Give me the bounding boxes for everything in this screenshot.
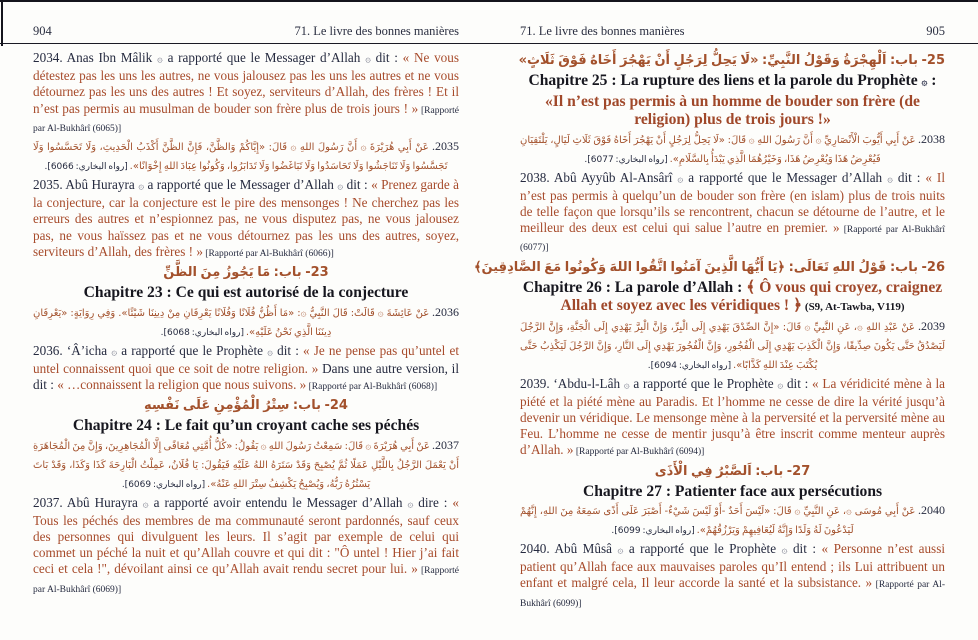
text-segment: ۞ [267,346,274,358]
chapter-24-french-heading [33,417,459,436]
text-segment: 2038. Abû Ayyûb Al-Ansârî [520,169,678,185]
text-segment: ۞ [337,181,344,193]
text-segment: ۞ [142,498,149,510]
text-segment: 2034. Anas Ibn Mâlik [33,50,157,65]
text-segment: ۞ [111,346,118,358]
text-segment: ۞ [138,181,145,193]
hadith-2040-arabic [520,501,945,541]
text-segment: 24- باب: سِتْرُ الْمُؤْمِنِ عَلَى نَفْسِهِ [144,398,348,414]
text-segment: [رواه البخاري: 6094]. [647,360,733,371]
text-segment: 2037. [429,437,460,452]
chapter-24-arabic-heading [33,395,459,417]
text-segment: ۞ [157,54,163,65]
text-segment: [رواه البخاري: 6069]. [121,479,208,490]
text-segment: ۞ [887,173,893,185]
chapter-27-french-heading [520,483,945,502]
text-segment: [رواه البخاري: 6068]. [160,327,246,338]
running-title: 71. Le livre des bonnes manières [294,24,459,38]
text-segment: 2035. [428,139,460,154]
text-segment: ۞ [677,173,684,185]
text-segment: ۞ [365,54,371,65]
text-segment: a rapporté que le Prophète [629,375,778,391]
text-segment: ﴾ Ô vous qui croyez, craignez Allah et soyez avec les véridiques ! ﴿ [560,278,943,315]
hadith-2035-arabic [33,137,459,177]
page-number: 904 [33,24,52,38]
text-segment: [Rapporté par Al-Bukhârî (6065)] [33,105,459,134]
text-segment: 26- باب: قَوْلُ اللهِ تَعَالَى: ﴿يَا أَيُّهَا الَّذِينَ آمَنُوا اتَّقُوا اللهَ وَكُونُوا مَعَ الصَّادِقِينَ﴾ [473,259,945,275]
text-segment: [Rapporté par Al-Bukhârî (6069)] [33,566,459,595]
text-segment: Chapitre 23 : Ce qui est autorisé de la conjecture [83,284,409,302]
text-segment: a rapporté que le Prophète [117,342,268,358]
page-right [473,0,978,640]
scan-top-edge [0,0,978,2]
text-segment: dit : [783,375,813,391]
hadith-2038-arabic [520,130,945,170]
text-segment: «Il n’est pas permis à un homme de bouder son frère (de religion) plus de trois jours !» [545,92,920,128]
text-segment: « Il n’est pas permis à quelqu’un de bouder son frère (en islam) plus de trois nuits de telle façon que lorsqu’ils se rencontrent, chacun se détourne de l’autre, et le meilleur des deux est celui qui salue l’autre en premier. » [520,169,945,236]
text-segment: Dans une autre version, il dit : [33,360,460,392]
hadith-2036-french [33,343,459,396]
text-segment: [Rapporté par Al-Bukhârî (6094)] [573,447,705,458]
text-segment: ۞ [623,379,630,391]
text-segment: Chapitre 26 : La parole d’Allah : [522,278,747,296]
chapter-23-arabic-heading [33,262,459,284]
text-segment: ۞ [777,379,784,391]
text-segment: 2037. Abû Hurayra [33,494,143,510]
hadith-2040-french [520,541,945,612]
text-segment: 27- باب: اَلصَّبْرُ فِي الْأَذَى [654,463,811,479]
text-segment: [رواه البخاري: 6099]. [611,526,697,537]
text-segment: « Je ne pense pas qu’untel et untel connaissent quoi que ce soit de notre religion. » [33,342,459,376]
text-segment: 2039. [914,318,946,333]
hadith-2039-arabic [520,317,945,376]
page-number: 905 [926,24,945,38]
text-segment: [رواه البخاري: 6077]. [584,154,670,165]
text-segment: [رواه البخاري: 6066]. [44,162,130,173]
text-segment: « Tous les péchés des membres de ma communauté seront pardonnés, sauf ceux des personnes qui divulguent les leurs. Il s’agit par exemple de celui qui commet un péché la nuit et qu’Allah couvre et qui dit : "Ô untel ! Hier j’ai fait ceci et cela !", dévoilant ainsi ce qu’Allah avait rendu secret pour lui. » [33,494,460,577]
text-segment: عَنْ أَبِي أَيُّوبَ الْأَنْصَارِيِّ ۞ أَنَّ رَسُولَ اللهِ ۞ قَالَ: «لَا يَحِلُّ لِرَجُلٍ أَنْ يَهْجُرَ أَخَاهُ فَوْقَ ثَلَاثِ لَيَالٍ، يَلْتَقِيَانِ فَيُعْرِضُ هَذَا وَيُعْرِضُ هَذَا، وَخَيْرُهُمَا الَّذِي يَبْدَأُ بِالسَّلَامِ». [520,134,916,165]
hadith-2036-arabic [33,303,459,343]
text-segment: « La véridicité mène à la piété et la piété mène au Paradis. Et l’homme ne cesse de dire la vérité jusqu’à devenir un véridique. Le mensonge mène à la perversité et la perversité mène au Feu. L’homme ne cesse de mentir jusqu’à être inscrit comme menteur auprès d’Allah. » [520,375,945,458]
text-segment: عَنْ أَبِي هُرَيْرَةَ ۞ أَنَّ رَسُولَ اللهِ ۞ قَالَ: «إِيَّاكُمْ وَالظَّنَّ، فَإِنَّ الظَّنَّ أَكْذَبُ الْحَدِيثِ، وَلَا تَحَسَّسُوا وَلَا تَجَسَّسُوا وَلَا تَنَاجَشُوا وَلَا تَحَاسَدُوا وَلَا تَبَاغَضُوا وَلَا تَدَابَرُوا، وَكُونُوا عِبَادَ اللهِ إِخْوَانًا». [33,142,448,173]
text-segment: [Rapporté par Al-Bukhârî (6066)] [202,248,334,259]
hadith-2035-french [33,177,459,262]
text-segment: (S9, At-Tawba, V119) [802,301,905,314]
text-segment: a rapporté que le Messager d’Allah [683,169,888,185]
text-segment: « Ne vous détestez pas les uns les autres, ne vous jalousez pas les uns les autres et ne vous détournez pas les uns des autres ! Et soyez, serviteurs d’Allah, des frères ! Et il n’est pas permis au musulman de bouder son frère plus de trois jours ! » [33,50,459,116]
text-segment: ۞ [781,545,788,557]
text-segment: ۞ [617,545,624,557]
text-segment: 2039. ‘Abdu-l-Lâh [520,375,624,391]
text-segment: : [927,72,937,89]
text-segment: a rapporté que le Prophète [623,541,782,557]
chapter-26-arabic-heading [473,257,945,279]
text-segment: 2035. Abû Hurayra [33,177,139,193]
text-segment: [Rapporté par Al-Bukhârî (6077)] [520,225,945,254]
text-segment: 2036. [429,304,460,319]
chapter-23-french-heading [33,284,459,303]
text-segment: a rapporté que le Messager d’Allah [162,50,366,65]
text-segment: a rapporté que le Messager d’Allah [144,177,338,193]
text-segment: 23- باب: مَا يَجُوزُ مِنَ الظَّنِّ [163,265,329,281]
hadith-2037-arabic [33,436,459,495]
chapter-26-french-heading [520,279,945,317]
text-segment: dit : [787,541,822,557]
text-segment: dit : [370,50,403,65]
page-header-left [33,0,459,43]
text-segment: عَنْ أَبِي مُوسَى ۞، عَنِ النَّبِيِّ ۞ قَالَ: «لَيْسَ أَحَدٌ -أَوْ لَيْسَ شَيْءٌ- أَصْبَرَ عَلَى أَذًى سَمِعَهُ مِنَ اللهِ، إِنَّهُمْ لَيَدْعُونَ لَهُ وَلَدًا وَإِنَّهُ لَيُعَافِيهِمْ وَيَرْزُقُهُمْ». [520,506,916,537]
text-segment: [Rapporté par Al-Bukhârî (6068)] [306,381,438,392]
chapter-27-arabic-heading [520,461,945,483]
page-content-left [33,43,459,598]
text-segment: a rapporté avoir entendu le Messager d’Allah [148,494,408,510]
text-segment: ۞ [407,498,414,510]
text-segment: ۞ [921,77,928,88]
hadith-2039-french [520,376,945,461]
hadith-2034-french [33,50,459,137]
text-segment: عَنْ عَائِشَةَ ۞ قَالَتْ: قَالَ النَّبِيُّ ۞: «مَا أَظُنُّ فُلَانًا وَفُلَانًا يَعْرِفَانِ مِنْ دِينِنَا شَيْئًا». وَفِي رِوَايَةٍ: «يَعْرِفَانِ دِينَنَا الَّذِي نَحْنُ عَلَيْهِ». [33,307,430,338]
chapter-25-arabic-heading [520,50,945,72]
text-segment: Chapitre 25 : La rupture des liens et la parole du Prophète [528,72,922,89]
text-segment: عَنْ عَبْدِ اللهِ ۞، عَنِ النَّبِيِّ ۞ قَالَ: «إِنَّ الصِّدْقَ يَهْدِي إِلَى الْبِرِّ، وَإِنَّ الْبِرَّ يَهْدِي إِلَى الْجَنَّةِ، وَإِنَّ الرَّجُلَ لَيَصْدُقُ حَتَّى يَكُونَ صِدِّيقًا، وَإِنَّ الْكَذِبَ يَهْدِي إِلَى الْفُجُورِ، وَإِنَّ الْفُجُورَ يَهْدِي إِلَى النَّارِ، وَإِنَّ الرَّجُلَ لَيَكْذِبُ حَتَّى يُكْتَبَ عِنْدَ اللهِ كَذَّابًا». [520,321,945,371]
text-segment: 2036. ‘Â’icha [33,342,112,358]
text-segment: dit : [273,342,304,358]
text-segment: 2040. [915,503,946,518]
page-content-right [473,43,946,612]
text-segment: [Rapporté par Al-Bukhârî (6099)] [520,580,945,609]
text-segment: Chapitre 24 : Le fait qu’un croyant cache ses péchés [72,417,420,435]
text-segment: « …connaissent la religion que nous suivons. » [57,376,307,392]
hadith-2037-french [33,495,459,598]
hadith-2038-french [520,170,945,257]
text-segment: « Personne n’est aussi patient qu’Allah face aux mauvaises paroles qu’Il entend ; ils Lui attribuent un enfant et malgré cela, Il leur accorde la santé et la subsistance. » [520,541,945,591]
page-header-right [520,0,945,43]
text-segment: 25- باب: اَلْهِجْرَةُ وَقَوْلُ النَّبِيِّ: «لَا يَحِلُّ لِرَجُلٍ أَنْ يَهْجُرَ أَخَاهُ فَوْقَ ثَلَاثٍ» [518,53,945,68]
header-rule [0,43,978,44]
text-segment: عَنْ أَبِي هُرَيْرَةَ ۞ قَالَ: سَمِعْتُ رَسُولَ اللهِ ۞ يَقُولُ: «كُلُّ أُمَّتِي مُعَافًى إِلَّا الْمُجَاهِرِينَ، وَإِنَّ مِنَ الْمُجَاهَرَةِ أَنْ يَعْمَلَ الرَّجُلُ بِاللَّيْلِ عَمَلًا ثُمَّ يُصْبِحَ وَقَدْ سَتَرَهُ اللهُ عَلَيْهِ فَيَقُولَ: يَا فُلَانُ، عَمِلْتُ الْبَارِحَةَ كَذَا وَكَذَا، وَقَدْ بَاتَ يَسْتُرُهُ رَبُّهُ، وَيُصْبِحُ يَكْشِفُ سِتْرَ اللهِ عَنْهُ». [33,440,459,490]
text-segment: Chapitre 27 : Patienter face aux persécutions [582,482,883,500]
text-segment: « Prenez garde à la conjecture, car la conjecture est le pire des mensonges ! Ne cherchez pas les erreurs des autres et n’espionnez pas, ne vous disputez pas, ne vous jalousez pas, ne vous haïssez pas et ne vous détournez pas les uns des autres, soyez, serviteurs d’Allah, des frères ! » [33,177,459,259]
text-segment: dire : [413,494,453,510]
text-segment: 2040. Abû Mûsâ [520,541,618,557]
text-segment: dit : [892,169,926,185]
text-segment: 2038. [915,131,945,146]
chapter-25-french-heading [520,72,945,130]
running-title: 71. Le livre des bonnes manières [520,24,685,38]
text-segment: dit : [343,177,372,193]
scan-left-edge [1,0,3,46]
